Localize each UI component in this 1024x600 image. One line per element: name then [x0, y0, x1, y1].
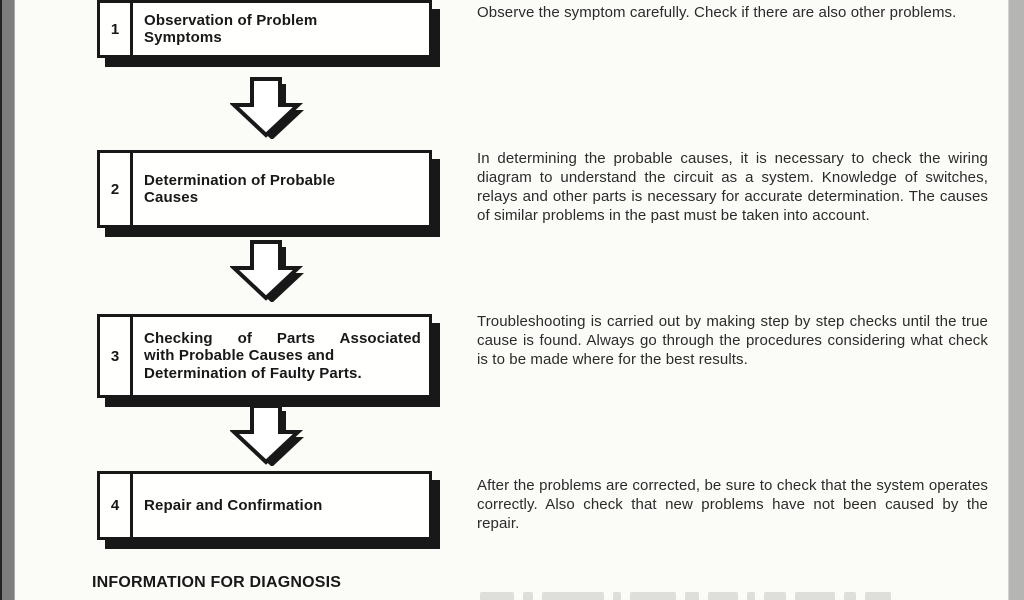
section-heading: INFORMATION FOR DIAGNOSIS [92, 574, 342, 591]
step-1-title-line-1: Observation of Problem [144, 11, 318, 29]
step-1-number: 1 [100, 3, 133, 55]
step-4-description: After the problems are corrected, be sure to check that the system operates correctly. Also check that new problems have not been caused by the repair. [477, 477, 988, 532]
down-block-arrow-icon [230, 404, 304, 466]
step-3-title-line-2: with Probable Causes and [144, 347, 335, 365]
step-3-number: 3 [100, 317, 133, 395]
scan-gutter-right [1008, 0, 1024, 600]
step-2-number: 2 [100, 153, 133, 225]
step-2-title-line-2: Causes [144, 189, 199, 206]
flow-step-1-box [97, 0, 432, 58]
step-3-title-line-1: Checking of Parts Associated [144, 329, 421, 347]
step-3-title [133, 317, 429, 395]
step-3-description: Troubleshooting is carried out by making step by step checks until the true cause is found. Always go through the procedures considering what check is to be made where for the best results. [477, 313, 988, 368]
step-1-title-line-2: Symptoms [144, 29, 222, 46]
step-3-title-line-3: Determination of Faulty Parts. [144, 364, 362, 382]
step-2-description: In determining the probable causes, it is necessary to check the wiring diagram to understand the circuit as a system. Knowledge of switches, relays and other parts is necessary for accurate determination. The causes of similar problems in the past must be taken into account. [477, 150, 988, 224]
clipped-text-line [480, 592, 950, 600]
step-1-title [133, 3, 429, 55]
flow-step-4-box [97, 471, 432, 540]
step-2-title [133, 153, 429, 225]
flow-step-2-box [97, 150, 432, 228]
step-4-title-line-1: Repair and Confirmation [144, 496, 323, 514]
step-2-title-line-1: Determination of Probable [144, 171, 336, 189]
step-1-description: Observe the symptom carefully. Check if there are also other problems. [477, 4, 957, 21]
scan-gutter-left [2, 0, 15, 600]
step-4-number: 4 [100, 474, 133, 537]
down-block-arrow-icon [230, 77, 304, 139]
step-4-title [133, 474, 429, 537]
flow-step-3-box [97, 314, 432, 398]
down-block-arrow-icon [230, 240, 304, 302]
